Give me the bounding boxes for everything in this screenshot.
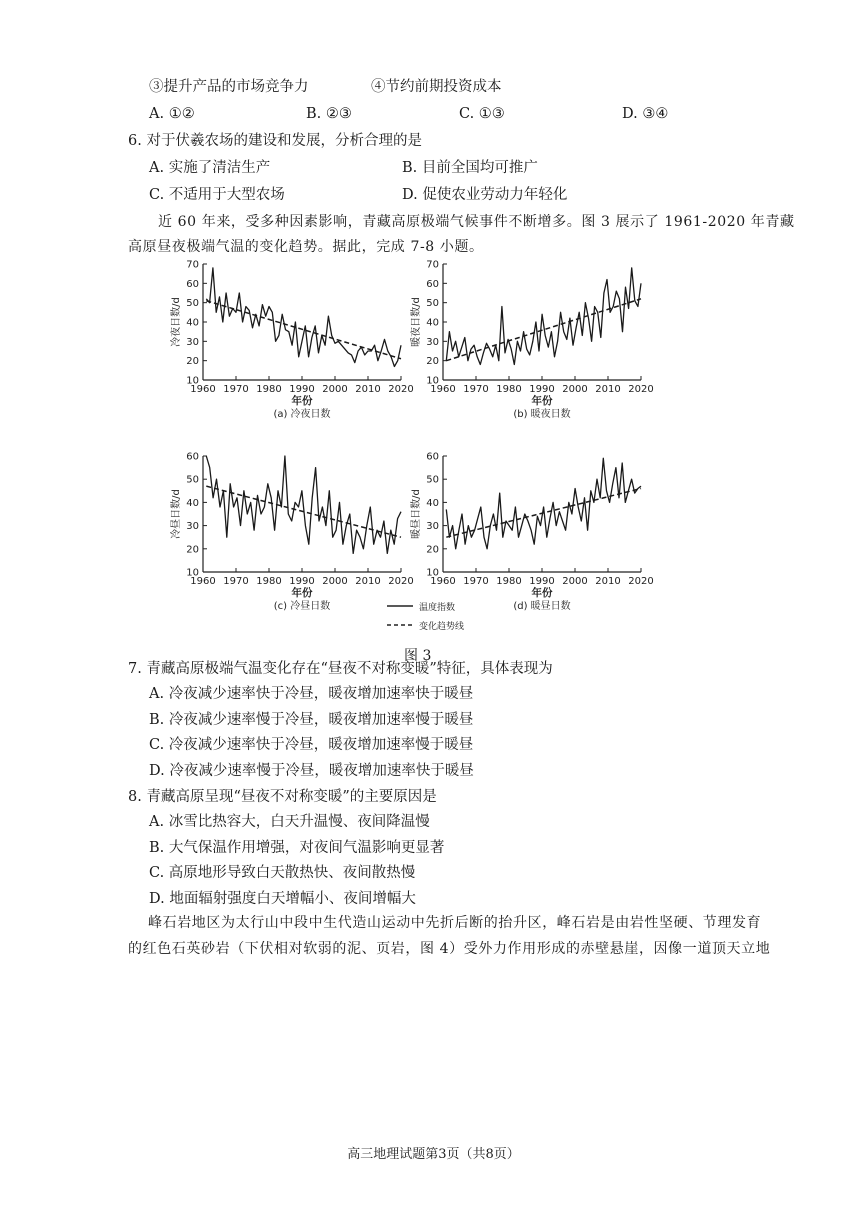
passage-line-1: 峰石岩地区为太行山中段中生代造山运动中先折后断的抬升区，峰石岩是由岩性坚硬、节理发育 xyxy=(148,915,762,931)
intro-line-1: 近 60 年来，受多种因素影响，青藏高原极端气候事件不断增多。图 3 展示了 1961-2020 年青藏 xyxy=(158,214,795,230)
chart-cold-nights xyxy=(165,258,425,438)
y-tick-label: 20 xyxy=(186,544,199,556)
x-tick-label: 2020 xyxy=(628,576,654,587)
y-tick-label: 30 xyxy=(426,336,439,348)
y-tick-label: 40 xyxy=(186,497,199,509)
x-tick-label: 1990 xyxy=(289,384,315,395)
q7-option-b: B. 冷夜减少速率慢于冷昼，暖夜增加速率慢于暖昼 xyxy=(149,712,474,728)
x-tick-label: 1970 xyxy=(223,384,249,395)
x-tick-label: 1970 xyxy=(463,384,489,395)
y-tick-label: 70 xyxy=(186,259,199,271)
y-tick-label: 20 xyxy=(426,356,439,368)
x-tick-label: 1960 xyxy=(430,576,456,587)
x-tick-label: 2010 xyxy=(595,576,621,587)
figure-label: 图 3 xyxy=(404,648,432,664)
series-index-line xyxy=(446,268,641,365)
y-tick-label: 10 xyxy=(186,567,199,579)
x-axis-label: 年份 xyxy=(291,395,313,407)
y-tick-label: 60 xyxy=(186,278,199,290)
y-axis-label: 暖夜日数/d xyxy=(411,297,422,347)
y-axis-label: 冷夜日数/d xyxy=(171,297,182,347)
x-tick-label: 1960 xyxy=(190,384,216,395)
chart-caption: (c) 冷昼日数 xyxy=(273,601,331,612)
q5-option-d: D. ③④ xyxy=(622,106,669,122)
series-trend-line xyxy=(206,301,401,359)
y-tick-label: 30 xyxy=(186,521,199,533)
x-tick-label: 1990 xyxy=(529,384,555,395)
q5-item-4: ④节约前期投资成本 xyxy=(371,79,502,95)
x-tick-label: 2000 xyxy=(322,576,348,587)
q8-stem: 8. 青藏高原呈现“昼夜不对称变暖”的主要原因是 xyxy=(128,789,437,805)
q8-option-b: B. 大气保温作用增强，对夜间气温影响更显著 xyxy=(149,840,445,856)
x-tick-label: 1960 xyxy=(190,576,216,587)
page-footer: 高三地理试题第3页（共8页） xyxy=(347,1147,520,1162)
x-axis-label: 年份 xyxy=(291,587,313,599)
x-tick-label: 1970 xyxy=(463,576,489,587)
series-index-line xyxy=(206,268,401,367)
q7-option-c: C. 冷夜减少速率快于冷昼，暖夜增加速率慢于暖昼 xyxy=(149,737,474,753)
x-tick-label: 1980 xyxy=(256,384,282,395)
q6-option-d: D. 促使农业劳动力年轻化 xyxy=(402,187,568,203)
y-tick-label: 20 xyxy=(186,356,199,368)
y-tick-label: 70 xyxy=(426,259,439,271)
y-tick-label: 50 xyxy=(186,474,199,486)
y-tick-label: 10 xyxy=(426,375,439,387)
y-tick-label: 10 xyxy=(186,375,199,387)
y-tick-label: 60 xyxy=(426,278,439,290)
y-tick-label: 30 xyxy=(186,336,199,348)
x-tick-label: 2000 xyxy=(322,384,348,395)
x-tick-label: 2020 xyxy=(628,384,654,395)
series-index-line xyxy=(206,456,401,553)
q5-option-c: C. ①③ xyxy=(459,106,505,122)
q7-option-a: A. 冷夜减少速率快于冷昼，暖夜增加速率快于暖昼 xyxy=(149,686,474,702)
q8-option-c: C. 高原地形导致白天散热快、夜间散热慢 xyxy=(149,865,416,881)
x-tick-label: 2020 xyxy=(388,576,414,587)
x-tick-label: 2000 xyxy=(562,576,588,587)
series-trend-line xyxy=(446,488,641,537)
x-tick-label: 1960 xyxy=(430,384,456,395)
y-tick-label: 50 xyxy=(186,298,199,310)
x-tick-label: 2020 xyxy=(388,384,414,395)
x-tick-label: 1990 xyxy=(529,576,555,587)
x-axis-label: 年份 xyxy=(531,395,553,407)
x-tick-label: 1980 xyxy=(256,576,282,587)
passage-line-2: 的红色石英砂岩（下伏相对软弱的泥、页岩，图 4）受外力作用形成的赤壁悬崖，因像一道顶天立地 xyxy=(128,941,771,957)
y-axis-label: 冷昼日数/d xyxy=(171,489,182,539)
x-tick-label: 2010 xyxy=(355,384,381,395)
q6-option-a: A. 实施了清洁生产 xyxy=(149,160,271,176)
x-tick-label: 1980 xyxy=(496,576,522,587)
q8-option-a: A. 冰雪比热容大，白天升温慢、夜间降温慢 xyxy=(149,814,430,830)
q5-item-3: ③提升产品的市场竞争力 xyxy=(149,79,309,95)
y-tick-label: 50 xyxy=(426,298,439,310)
y-tick-label: 60 xyxy=(186,451,199,463)
x-tick-label: 2010 xyxy=(355,576,381,587)
y-tick-label: 20 xyxy=(426,544,439,556)
q8-option-d: D. 地面辐射强度白天增幅小、夜间增幅大 xyxy=(149,891,416,907)
q5-option-a: A. ①② xyxy=(149,106,195,122)
q7-option-d: D. 冷夜减少速率慢于冷昼，暖夜增加速率快于暖昼 xyxy=(149,763,474,779)
q6-stem: 6. 对于伏羲农场的建设和发展，分析合理的是 xyxy=(128,133,422,149)
x-axis-label: 年份 xyxy=(531,587,553,599)
series-index-line xyxy=(446,458,641,549)
chart-caption: (a) 冷夜日数 xyxy=(273,409,331,420)
y-tick-label: 40 xyxy=(186,317,199,329)
chart-caption: (d) 暖昼日数 xyxy=(513,601,571,612)
q5-option-b: B. ②③ xyxy=(306,106,352,122)
y-tick-label: 40 xyxy=(426,497,439,509)
y-tick-label: 10 xyxy=(426,567,439,579)
y-tick-label: 30 xyxy=(426,521,439,533)
chart-caption: (b) 暖夜日数 xyxy=(513,409,571,420)
x-tick-label: 2000 xyxy=(562,384,588,395)
q6-option-b: B. 目前全国均可推广 xyxy=(402,160,538,176)
chart-warm-nights xyxy=(405,258,665,438)
x-tick-label: 1970 xyxy=(223,576,249,587)
x-tick-label: 2010 xyxy=(595,384,621,395)
y-tick-label: 40 xyxy=(426,317,439,329)
legend-trend-label: 变化趋势线 xyxy=(419,622,465,632)
y-tick-label: 50 xyxy=(426,474,439,486)
y-axis-label: 暖昼日数/d xyxy=(411,489,422,539)
x-tick-label: 1990 xyxy=(289,576,315,587)
intro-line-2: 高原昼夜极端气温的变化趋势。据此，完成 7-8 小题。 xyxy=(128,239,484,255)
figure-legend xyxy=(385,598,505,634)
q7-stem: 7. 青藏高原极端气温变化存在“昼夜不对称变暖”特征，具体表现为 xyxy=(128,661,553,677)
legend-index-label: 温度指数 xyxy=(419,603,456,613)
x-tick-label: 1980 xyxy=(496,384,522,395)
q6-option-c: C. 不适用于大型农场 xyxy=(149,187,285,203)
y-tick-label: 60 xyxy=(426,451,439,463)
series-trend-line xyxy=(206,486,401,537)
